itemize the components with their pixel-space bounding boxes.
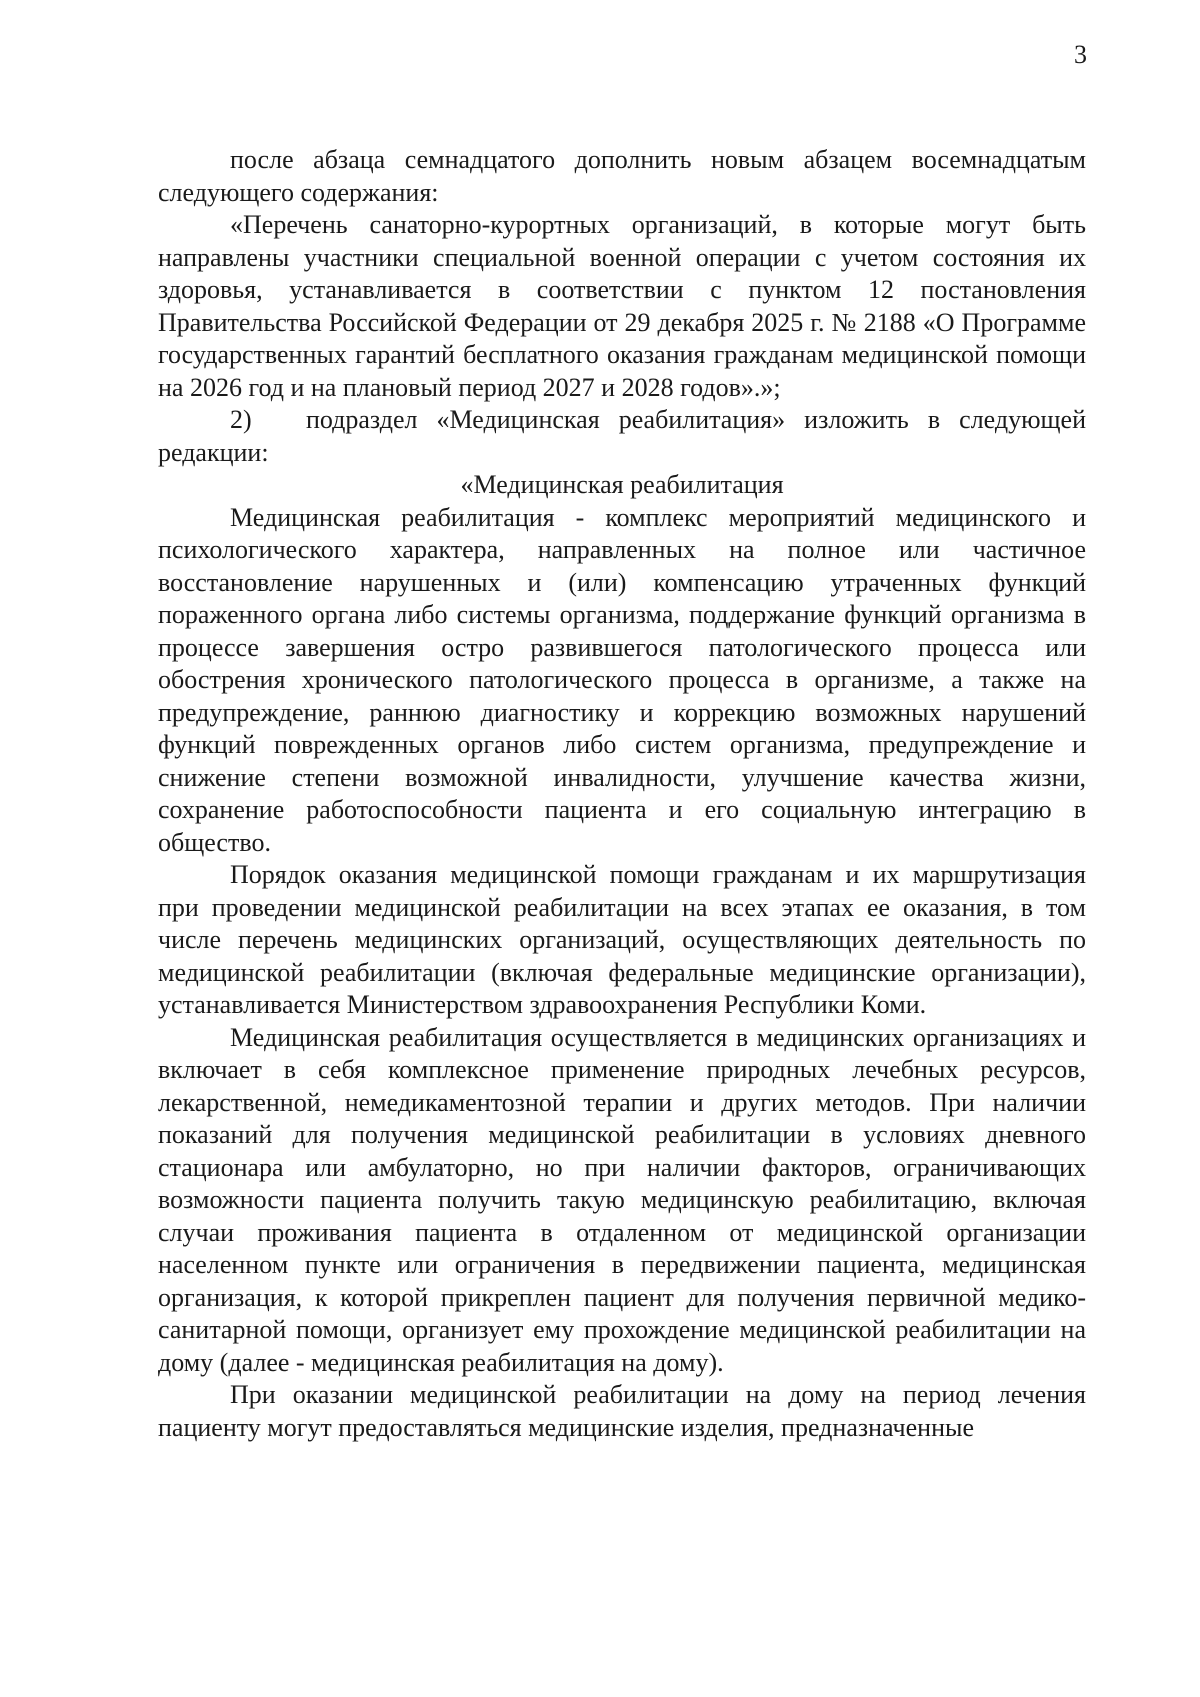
list-item-number: 2): [230, 405, 252, 434]
list-item-text: подраздел «Медицинская реабилитация» изложить в следующей редакции:: [158, 405, 1086, 467]
section-heading: «Медицинская реабилитация: [460, 470, 784, 499]
section-paragraph-4: При оказании медицинской реабилитации на дому на период лечения пациенту могут предоставляться медицинские изделия, предназначенные: [158, 1380, 1086, 1442]
paragraph-2: «Перечень санаторно-курортных организаций, в которые могут быть направлены участники специальной военной операции с учетом состояния их здоровья, устанавливается в соответствии с пунктом 12 постановления Правительства Российской Федерации от 29 декабря 2025 г. № 2188 «О Программе государственных гарантий бесплатного оказания гражданам медицинской помощи на 2026 год и на плановый период 2027 и 2028 годов».»;: [158, 210, 1086, 402]
section-paragraph-3: Медицинская реабилитация осуществляется в медицинских организациях и включает в себя комплексное применение природных лечебных ресурсов, лекарственной, немедикаментозной терапии и других методов. При наличии показаний для получения медицинской реабилитации в условиях дневного стационара или амбулаторно, но при наличии факторов, ограничивающих возможности пациента получить такую медицинскую реабилитацию, включая случаи проживания пациента в отдаленном от медицинской организации населенном пункте или ограничения в передвижении пациента, медицинская организация, к которой прикреплен пациент для получения первичной медико-санитарной помощи, организует ему прохождение медицинской реабилитации на дому (далее - медицинская реабилитация на дому).: [158, 1022, 1086, 1377]
document-body: [158, 144, 1086, 1444]
paragraph-1: после абзаца семнадцатого дополнить новым абзацем восемнадцатым следующего содержания:: [158, 145, 1086, 207]
section-paragraph-1: Медицинская реабилитация - комплекс мероприятий медицинского и психологического характера, направленных на полное или частичное восстановление нарушенных и (или) компенсацию утраченных функций пораженного органа либо системы организма, поддержание функций организма в процессе завершения остро развившегося патологического процесса или обострения хронического патологического процесса в организме, а также на предупреждение, раннюю диагностику и коррекцию возможных нарушений функций поврежденных органов либо систем организма, предупреждение и снижение степени возможной инвалидности, улучшение качества жизни, сохранение работоспособности пациента и его социальную интеграцию в общество.: [158, 502, 1086, 857]
section-paragraph-2: Порядок оказания медицинской помощи гражданам и их маршрутизация при проведении медицинской реабилитации на всех этапах ее оказания, в том числе перечень медицинских организаций, осуществляющих деятельность по медицинской реабилитации (включая федеральные медицинские организации), устанавливается Министерством здравоохранения Республики Коми.: [158, 860, 1086, 1019]
page-number: 3: [1074, 40, 1087, 69]
list-item-2: [158, 404, 1086, 469]
